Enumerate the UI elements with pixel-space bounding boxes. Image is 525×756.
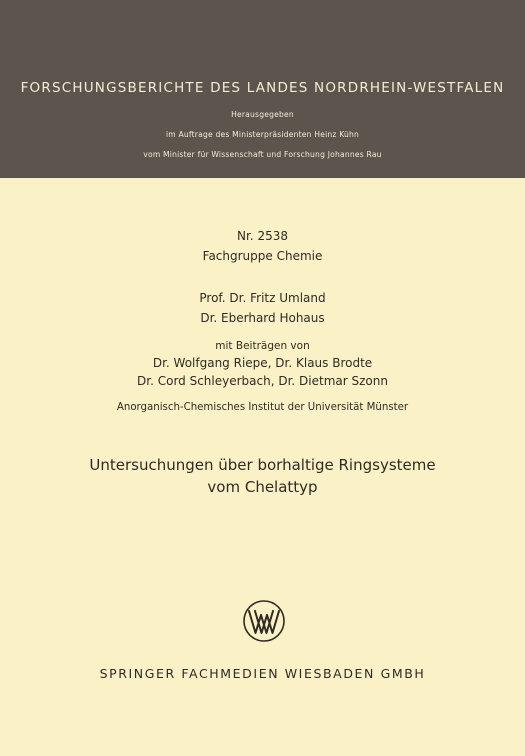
publisher-name: SPRINGER FACHMEDIEN WIESBADEN GMBH — [99, 666, 426, 681]
report-number: Nr. 2538 — [237, 229, 288, 243]
contributors-line-1: Dr. Wolfgang Riepe, Dr. Klaus Brodte — [152, 356, 373, 370]
book-title-line-2: vom Chelattyp — [207, 478, 318, 496]
author-primary: Prof. Dr. Fritz Umland — [199, 291, 326, 305]
subject-group: Fachgruppe Chemie — [202, 249, 323, 263]
ww-publisher-logo-icon — [242, 597, 286, 645]
edited-by-line: Herausgegeben — [231, 110, 294, 119]
author-secondary: Dr. Eberhard Hohaus — [200, 311, 325, 325]
commissioned-by-line: im Auftrage des Ministerpräsidenten Heinz Kühn — [165, 130, 360, 139]
institute: Anorganisch-Chemisches Institut der Universität Münster — [116, 402, 409, 413]
header-band — [0, 0, 525, 178]
series-title: FORSCHUNGSBERICHTE DES LANDES NORDRHEIN-WESTFALEN — [20, 80, 505, 96]
ministry-line: vom Minister für Wissenschaft und Forschung Johannes Rau — [143, 150, 382, 159]
contributors-line-2: Dr. Cord Schleyerbach, Dr. Dietmar Szonn — [137, 374, 388, 388]
contributors-intro: mit Beiträgen von — [215, 340, 310, 352]
book-title-line-1: Untersuchungen über borhaltige Ringsysteme — [89, 456, 436, 474]
